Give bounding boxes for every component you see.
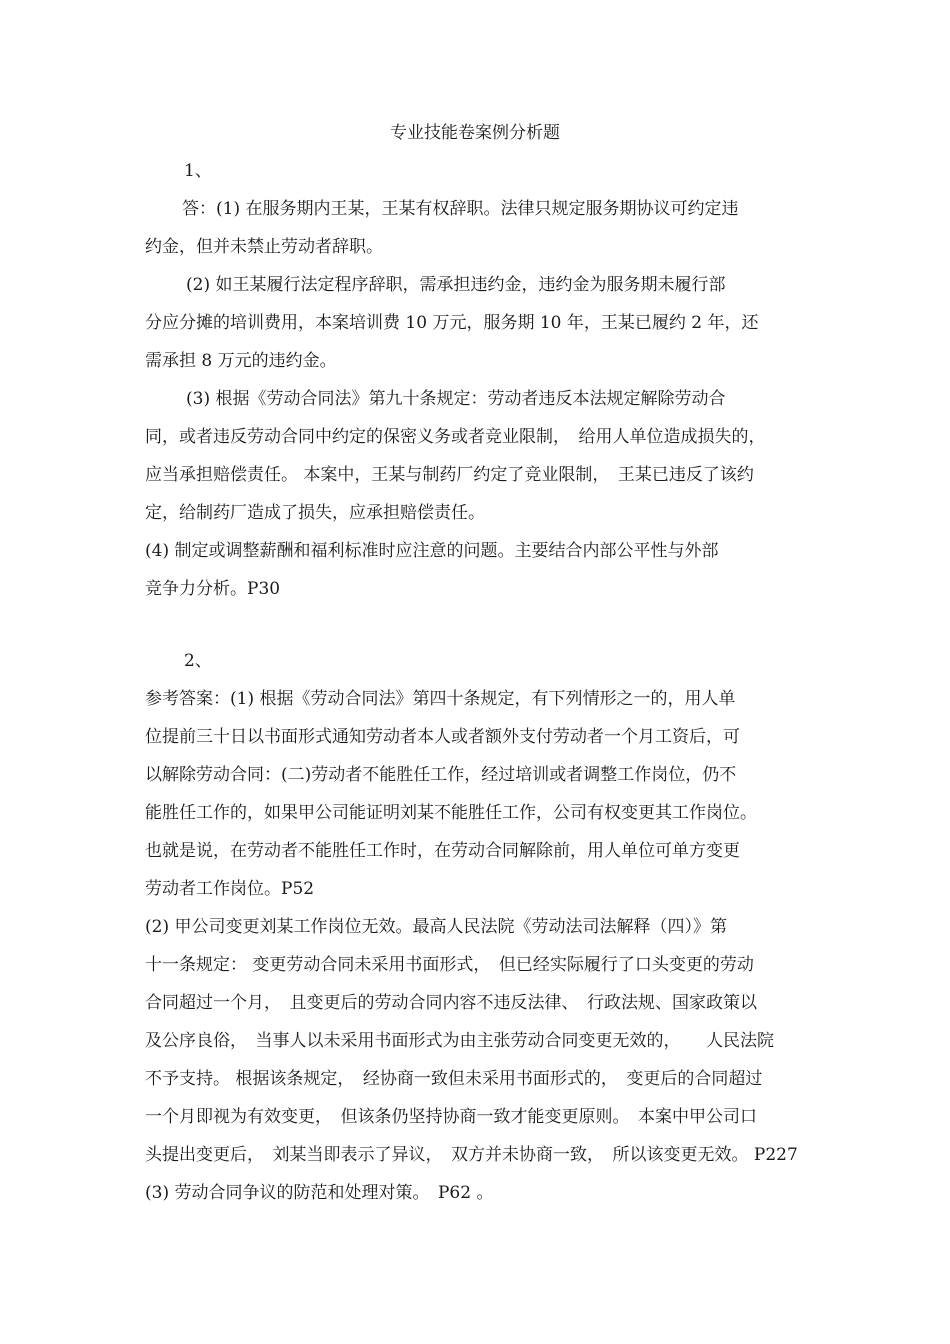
section-1-line: 答：(1) 在服务期内王某，王某有权辞职。法律只规定服务期协议可约定违: [182, 199, 739, 219]
document-title: 专业技能卷案例分析题: [390, 123, 560, 143]
section-2-line: 不予支持。 根据该条规定， 经协商一致但未采用书面形式的， 变更后的合同超过: [145, 1069, 763, 1089]
section-1-line: 竞争力分析。P30: [145, 579, 281, 599]
section-2-line: 劳动者工作岗位。P52: [145, 879, 315, 899]
section-2-line: 合同超过一个月， 且变更后的劳动合同内容不违反法律、 行政法规、国家政策以: [145, 993, 757, 1013]
section-1-line: 分应分摊的培训费用，本案培训费 10 万元，服务期 10 年，王某已履约 2 年，还: [145, 313, 759, 333]
section-1-line: (4) 制定或调整薪酬和福利标准时应注意的问题。主要结合内部公平性与外部: [145, 541, 719, 561]
section-2-line: 及公序良俗， 当事人以未采用书面形式为由主张劳动合同变更无效的， 人民法院: [145, 1031, 774, 1051]
section-2-line: 十一条规定： 变更劳动合同未采用书面形式， 但已经实际履行了口头变更的劳动: [145, 955, 754, 975]
section-1-line: (2) 如王某履行法定程序辞职，需承担违约金，违约金为服务期未履行部: [186, 275, 726, 295]
section-2-line: 头提出变更后， 刘某当即表示了异议， 双方并未协商一致， 所以该变更无效。 P227: [145, 1145, 798, 1165]
section-2-line: 也就是说，在劳动者不能胜任工作时，在劳动合同解除前，用人单位可单方变更: [145, 841, 740, 861]
section-2-line: 一个月即视为有效变更， 但该条仍坚持协商一致才能变更原则。 本案中甲公司口: [145, 1107, 757, 1127]
section-2-line: 参考答案：(1) 根据《劳动合同法》第四十条规定，有下列情形之一的，用人单: [145, 689, 736, 709]
section-2-line: 能胜任工作的，如果甲公司能证明刘某不能胜任工作，公司有权变更其工作岗位。: [145, 803, 757, 823]
section-1-line: 同，或者违反劳动合同中约定的保密义务或者竞业限制， 给用人单位造成损失的，: [145, 427, 766, 447]
section-2-number: 2、: [184, 651, 212, 671]
section-2-line: (2) 甲公司变更刘某工作岗位无效。最高人民法院《劳动法司法解释（四）》第: [145, 917, 727, 937]
section-1-line: (3) 根据《劳动合同法》第九十条规定：劳动者违反本法规定解除劳动合: [186, 389, 726, 409]
section-2-line: (3) 劳动合同争议的防范和处理对策。 P62 。: [145, 1183, 494, 1203]
section-2-line: 位提前三十日以书面形式通知劳动者本人或者额外支付劳动者一个月工资后，可: [145, 727, 740, 747]
section-2-line: 以解除劳动合同：(二)劳动者不能胜任工作，经过培训或者调整工作岗位，仍不: [145, 765, 737, 785]
section-1-line: 需承担 8 万元的违约金。: [145, 351, 337, 371]
section-1-line: 定，给制药厂造成了损失，应承担赔偿责任。: [145, 503, 485, 523]
section-1-line: 约金，但并未禁止劳动者辞职。: [145, 237, 383, 257]
section-1-line: 应当承担赔偿责任。 本案中，王某与制药厂约定了竞业限制， 王某已违反了该约: [145, 465, 754, 485]
section-1-number: 1、: [184, 161, 212, 181]
